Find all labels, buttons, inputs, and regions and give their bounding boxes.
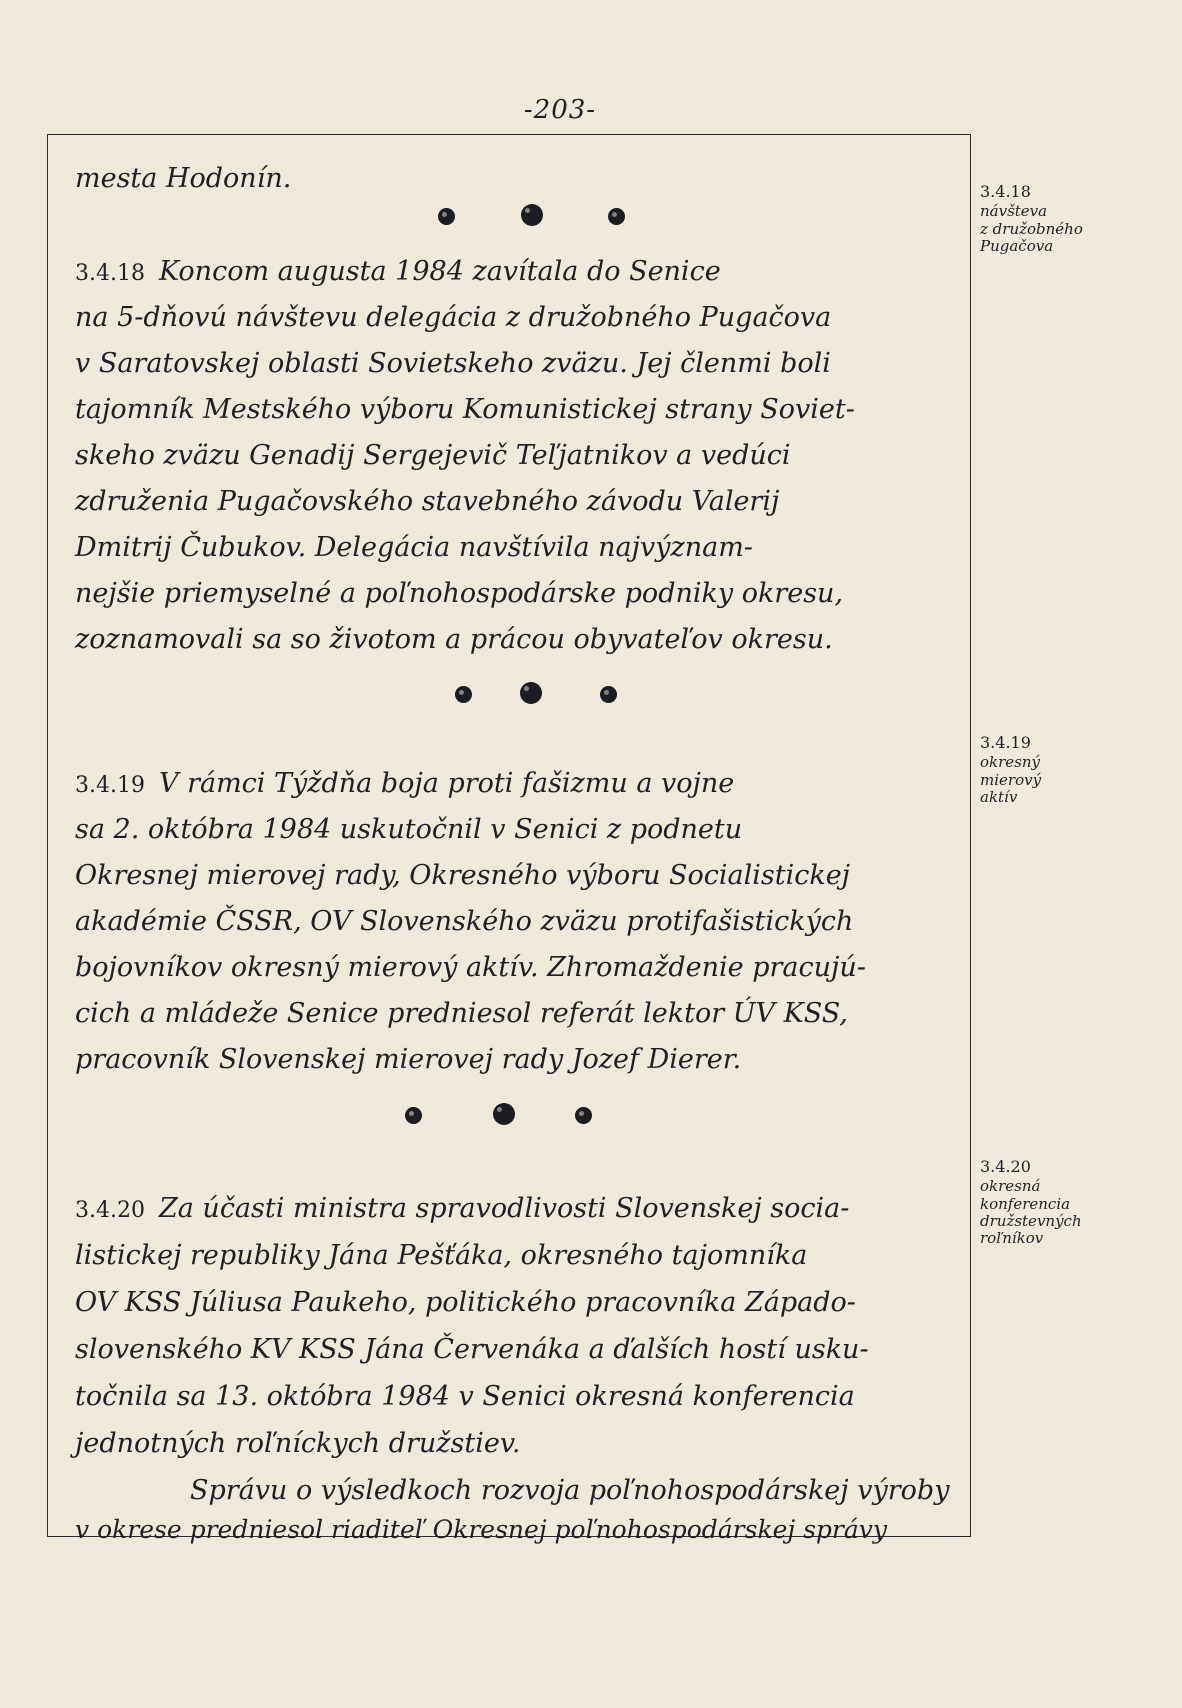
text-line: na 5-dňovú návštevu delegácia z družobného Pugačova	[75, 302, 832, 333]
margin-note: 3.4.20 okresná konferencia družstevných roľníkov	[980, 1157, 1082, 1248]
text-line: v okrese predniesol riaditeľ Okresnej poľnohospodárskej správy	[75, 1515, 888, 1544]
text-line: Okresnej mierovej rady, Okresného výboru Socialistickej	[75, 860, 851, 891]
text-line: nejšie priemyselné a poľnohospodárske podniky okresu,	[75, 578, 844, 609]
dot-icon	[600, 686, 617, 703]
entry-date: 3.4.20	[75, 1198, 145, 1223]
text-line: zoznamovali sa so životom a prácou obyvateľov okresu.	[75, 624, 833, 655]
text-line: tajomník Mestského výboru Komunistickej strany Soviet-	[75, 394, 855, 425]
text-line: pracovník Slovenskej mierovej rady Jozef Dierer.	[75, 1044, 742, 1075]
text-line: jednotných roľníckych družstiev.	[75, 1428, 521, 1459]
separator-dots	[438, 204, 638, 228]
text-line: Správu o výsledkoch rozvoja poľnohospodárskej výroby	[190, 1475, 950, 1506]
entry-date: 3.4.19	[75, 773, 145, 798]
text-line: mesta Hodonín.	[75, 163, 292, 194]
dot-icon	[608, 208, 625, 225]
margin-note: 3.4.18 návšteva z družobného Pugačova	[980, 182, 1083, 255]
entry-date: 3.4.18	[75, 261, 145, 286]
text-line: v Saratovskej oblasti Sovietskeho zväzu. Jej členmi boli	[75, 348, 831, 379]
dot-icon	[405, 1107, 422, 1124]
text-line: 3.4.18 Koncom augusta 1984 zavítala do Senice	[75, 256, 721, 287]
page-number: -203-	[523, 95, 597, 125]
text-line: bojovníkov okresný mierový aktív. Zhromaždenie pracujú-	[75, 952, 866, 983]
dot-icon	[493, 1103, 515, 1125]
dot-icon	[455, 686, 472, 703]
margin-note: 3.4.19 okresný mierový aktív	[980, 733, 1042, 806]
text-line: sa 2. októbra 1984 uskutočnil v Senici z podnetu	[75, 814, 743, 845]
text-line: OV KSS Júliusa Paukeho, politického pracovníka Západo-	[75, 1287, 856, 1318]
text-line: 3.4.19 V rámci Týždňa boja proti fašizmu a vojne	[75, 768, 735, 799]
text-line: listickej republiky Jána Pešťáka, okresného tajomníka	[75, 1240, 808, 1271]
dot-icon	[438, 208, 455, 225]
text-line: cich a mládeže Senice predniesol referát lektor ÚV KSS,	[75, 998, 848, 1029]
dot-icon	[521, 204, 543, 226]
text-line: združenia Pugačovského stavebného závodu Valerij	[75, 486, 780, 517]
text-line: skeho zväzu Genadij Sergejevič Teľjatnikov a vedúci	[75, 440, 791, 471]
text-line: akadémie ČSSR, OV Slovenského zväzu protifašistických	[75, 906, 854, 937]
text-line: slovenského KV KSS Jána Červenáka a ďalších hostí usku-	[75, 1334, 869, 1365]
text-line: 3.4.20 Za účasti ministra spravodlivosti Slovenskej socia-	[75, 1193, 850, 1224]
dot-icon	[520, 682, 542, 704]
dot-icon	[575, 1107, 592, 1124]
text-line: točnila sa 13. októbra 1984 v Senici okresná konferencia	[75, 1381, 855, 1412]
separator-dots	[455, 682, 655, 706]
separator-dots	[405, 1103, 605, 1127]
text-line: Dmitrij Čubukov. Delegácia navštívila najvýznam-	[75, 532, 753, 563]
